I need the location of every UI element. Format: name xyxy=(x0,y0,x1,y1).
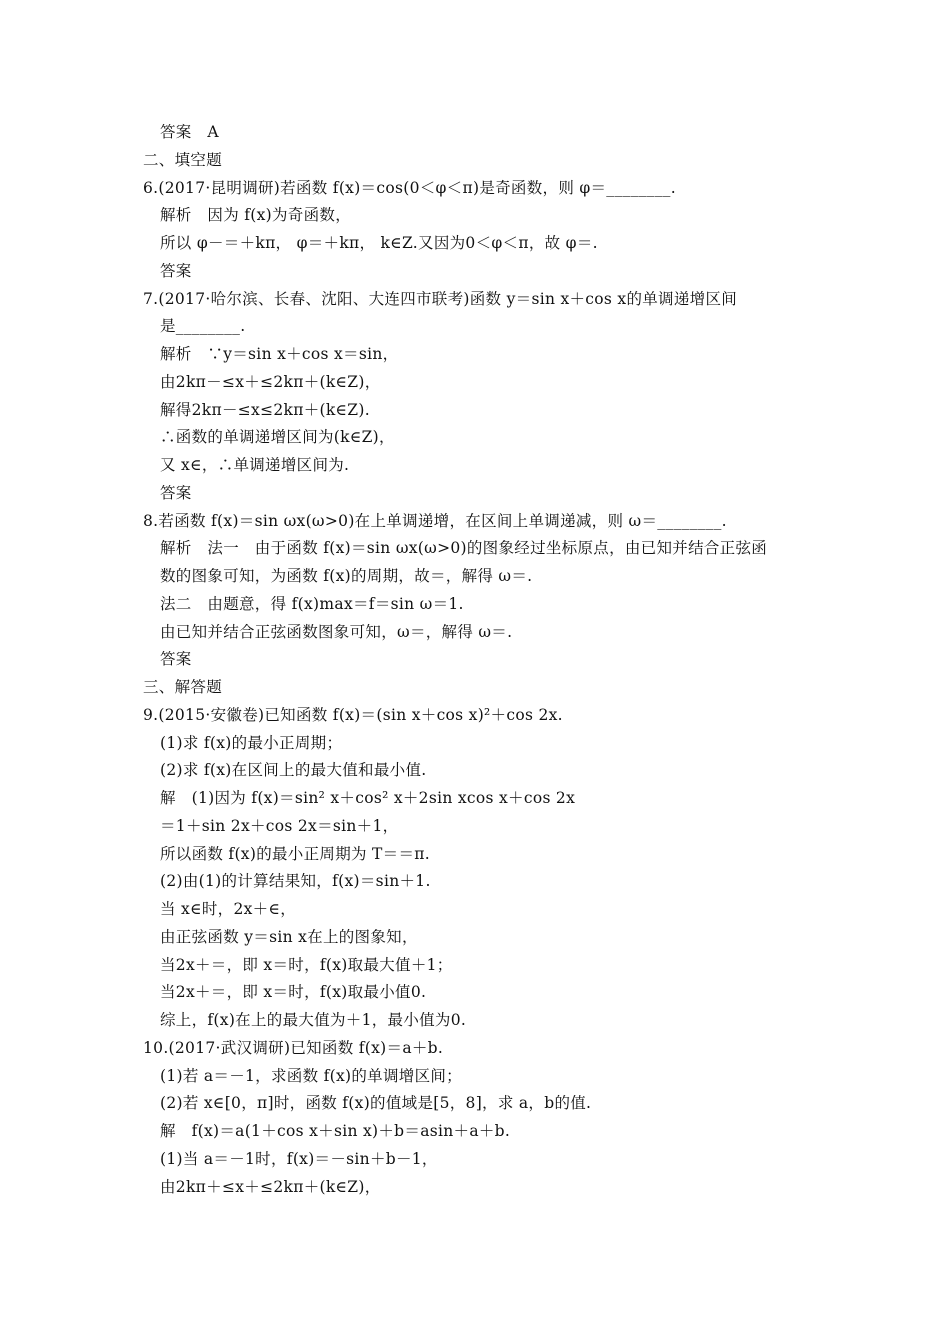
text-line: 综上，f(x)在上的最大值为＋1，最小值为0. xyxy=(160,1011,467,1029)
text-line: 三、解答题 xyxy=(143,678,223,696)
text-line: 7.(2017·哈尔滨、长春、沈阳、大连四市联考)函数 y＝sin x＋cos x的单调递增区间 xyxy=(143,289,738,308)
text-line: 由正弦函数 y＝sin x在上的图象知， xyxy=(160,927,418,946)
text-line: 所以函数 f(x)的最小正周期为 T＝＝π. xyxy=(160,844,430,863)
text-line: 二、填空题 xyxy=(143,150,223,169)
text-line: 解 f(x)＝a(1＋cos x＋sin x)＋b＝asin＋a＋b. xyxy=(160,1122,511,1140)
text-line: 由2kπ－≤x＋≤2kπ＋(k∈Z)， xyxy=(160,372,381,391)
text-line: 答案 A xyxy=(160,123,219,141)
text-line: (2)由(1)的计算结果知，f(x)＝sin＋1. xyxy=(160,872,431,891)
text-line: (2)若 x∈[0，π]时，函数 f(x)的值域是[5，8]，求 a，b的值. xyxy=(160,1094,592,1113)
text-line: 答案 xyxy=(160,261,192,280)
text-line: 又 x∈，∴单调递增区间为. xyxy=(160,456,350,474)
text-line: 答案 xyxy=(160,483,192,502)
text-line: (1)若 a＝－1，求函数 f(x)的单调增区间； xyxy=(160,1066,462,1085)
text-line: 解析 ∵y＝sin x＋cos x＝sin， xyxy=(160,345,399,363)
text-line: 当2x＋＝，即 x＝时，f(x)取最小值0. xyxy=(160,983,427,1002)
text-line: (2)求 f(x)在区间上的最大值和最小值. xyxy=(160,761,427,780)
text-line: ∴函数的单调递增区间为(k∈Z)， xyxy=(160,428,395,447)
text-line: 当 x∈时，2x＋∈， xyxy=(160,900,297,918)
text-line: 9.(2015·安徽卷)已知函数 f(x)＝(sin x＋cos x)²＋cos 2x. xyxy=(143,705,563,724)
text-line: 解得2kπ－≤x≤2kπ＋(k∈Z). xyxy=(160,400,370,419)
text-line: 8.若函数 f(x)＝sin ωx(ω>0)在上单调递增，在区间上单调递减，则 ω＝________. xyxy=(143,511,727,530)
text-line: 是________. xyxy=(160,317,246,336)
text-line: (1)当 a＝－1时，f(x)＝－sin＋b－1， xyxy=(160,1149,438,1168)
text-line: 解 (1)因为 f(x)＝sin² x＋cos² x＋2sin xcos x＋cos 2x xyxy=(160,789,576,807)
text-line: 6.(2017·昆明调研)若函数 f(x)＝cos(0＜φ＜π)是奇函数，则 φ＝________. xyxy=(143,178,676,197)
text-line: 数的图象可知，为函数 f(x)的周期，故＝，解得 ω＝. xyxy=(160,567,533,585)
text-line: 解析 法一 由于函数 f(x)＝sin ωx(ω>0)的图象经过坐标原点，由已知并结合正弦函 xyxy=(160,539,768,558)
text-line: (1)求 f(x)的最小正周期； xyxy=(160,733,343,752)
text-line: 法二 由题意，得 f(x)max＝f＝sin ω＝1. xyxy=(160,594,464,613)
text-line: 10.(2017·武汉调研)已知函数 f(x)＝a＋b. xyxy=(143,1038,444,1057)
text-line: 由已知并结合正弦函数图象可知，ω＝，解得 ω＝. xyxy=(160,622,513,641)
text-line: 所以 φ－＝＋kπ， φ＝＋kπ， k∈Z.又因为0＜φ＜π，故 φ＝. xyxy=(160,234,598,252)
text-line: 解析 因为 f(x)为奇函数， xyxy=(160,206,352,225)
text-line: ＝1＋sin 2x＋cos 2x＝sin＋1， xyxy=(160,816,399,835)
text-line: 由2kπ＋≤x＋≤2kπ＋(k∈Z)， xyxy=(160,1177,381,1196)
text-line: 当2x＋＝，即 x＝时，f(x)取最大值＋1； xyxy=(160,955,453,974)
text-line: 答案 xyxy=(160,650,192,669)
